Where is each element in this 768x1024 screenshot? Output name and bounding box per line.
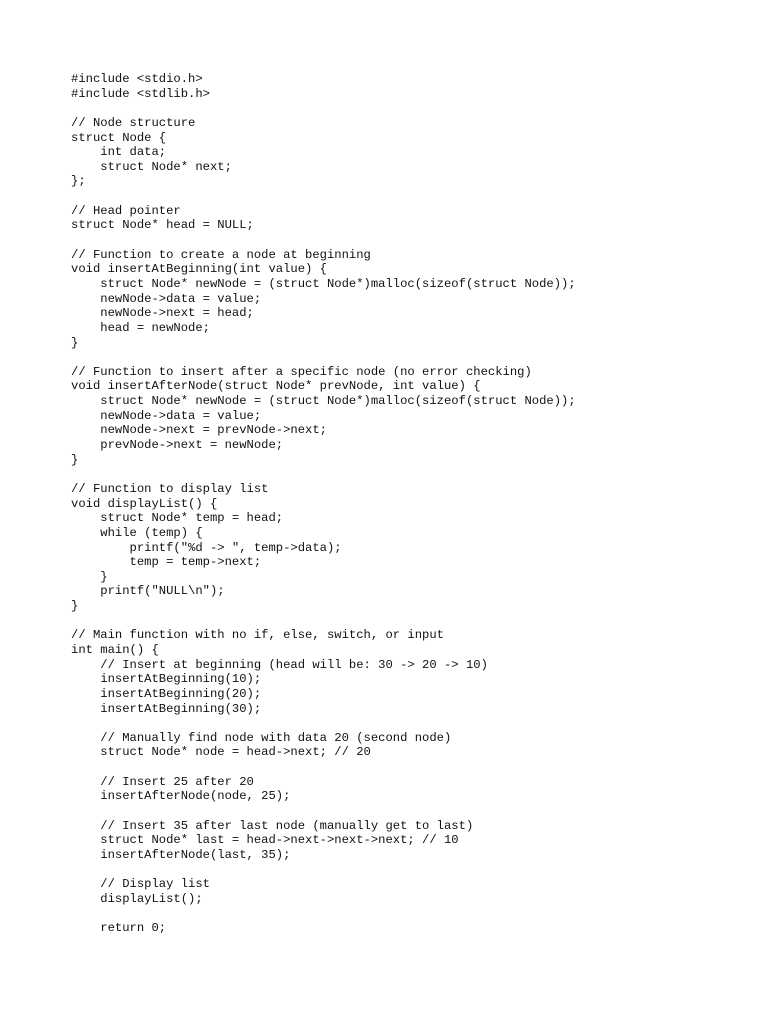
code-line: // Main function with no if, else, switch, or input xyxy=(71,628,444,643)
code-line: insertAtBeginning(10); xyxy=(71,672,262,687)
code-line xyxy=(71,101,576,116)
code-line: printf("%d -> ", temp->data); xyxy=(71,540,342,555)
code-line: // Function to create a node at beginning xyxy=(71,247,371,262)
code-line xyxy=(71,804,576,819)
code-line: } xyxy=(71,452,79,467)
code-line: // Insert 35 after last node (manually get to last) xyxy=(71,818,474,833)
code-line: int main() { xyxy=(71,642,159,657)
code-line: // Node structure xyxy=(71,115,196,130)
code-line: newNode->next = head; xyxy=(71,306,254,321)
code-line: struct Node { xyxy=(71,130,167,145)
code-line: void insertAfterNode(struct Node* prevNode, int value) { xyxy=(71,379,481,394)
code-line: } xyxy=(71,335,79,350)
code-line: struct Node* last = head->next->next->next; // 10 xyxy=(71,833,459,848)
code-line: insertAtBeginning(20); xyxy=(71,686,262,701)
code-line: #include <stdlib.h> xyxy=(71,86,210,101)
code-line xyxy=(71,716,576,731)
code-line: struct Node* newNode = (struct Node*)malloc(sizeof(struct Node)); xyxy=(71,394,576,409)
code-line xyxy=(71,350,576,365)
code-line: void insertAtBeginning(int value) { xyxy=(71,262,327,277)
code-line: // Function to insert after a specific node (no error checking) xyxy=(71,364,532,379)
code-line: prevNode->next = newNode; xyxy=(71,438,284,453)
code-line: head = newNode; xyxy=(71,320,210,335)
code-line: struct Node* newNode = (struct Node*)malloc(sizeof(struct Node)); xyxy=(71,276,576,291)
code-line: // Head pointer xyxy=(71,203,181,218)
code-line: newNode->data = value; xyxy=(71,291,262,306)
code-line: #include <stdio.h> xyxy=(71,72,203,86)
code-listing xyxy=(71,72,576,936)
code-line xyxy=(71,863,576,878)
code-line: temp = temp->next; xyxy=(71,555,262,570)
code-line xyxy=(71,189,576,204)
code-line: printf("NULL\n"); xyxy=(71,584,225,599)
code-line: insertAfterNode(node, 25); xyxy=(71,789,291,804)
code-line: displayList(); xyxy=(71,891,203,906)
code-line: }; xyxy=(71,174,86,189)
code-line: // Insert at beginning (head will be: 30 -> 20 -> 10) xyxy=(71,657,488,672)
code-line: } xyxy=(71,569,108,584)
code-line: struct Node* temp = head; xyxy=(71,511,284,526)
code-line: insertAfterNode(last, 35); xyxy=(71,847,291,862)
code-line: struct Node* head = NULL; xyxy=(71,218,254,233)
code-line xyxy=(71,907,576,922)
code-line: while (temp) { xyxy=(71,525,203,540)
code-line: int data; xyxy=(71,145,167,160)
code-line xyxy=(71,467,576,482)
code-line: newNode->data = value; xyxy=(71,408,262,423)
code-line: // Manually find node with data 20 (second node) xyxy=(71,730,452,745)
code-line: // Function to display list xyxy=(71,481,269,496)
code-line: void displayList() { xyxy=(71,496,218,511)
code-line: // Display list xyxy=(71,877,210,892)
code-line: return 0; xyxy=(71,921,167,936)
code-line: insertAtBeginning(30); xyxy=(71,701,262,716)
code-line xyxy=(71,614,576,629)
code-line: // Insert 25 after 20 xyxy=(71,774,254,789)
code-line: struct Node* node = head->next; // 20 xyxy=(71,745,371,760)
code-line xyxy=(71,233,576,248)
code-line: } xyxy=(71,599,79,614)
code-line xyxy=(71,760,576,775)
code-line: struct Node* next; xyxy=(71,159,232,174)
code-line: newNode->next = prevNode->next; xyxy=(71,423,327,438)
